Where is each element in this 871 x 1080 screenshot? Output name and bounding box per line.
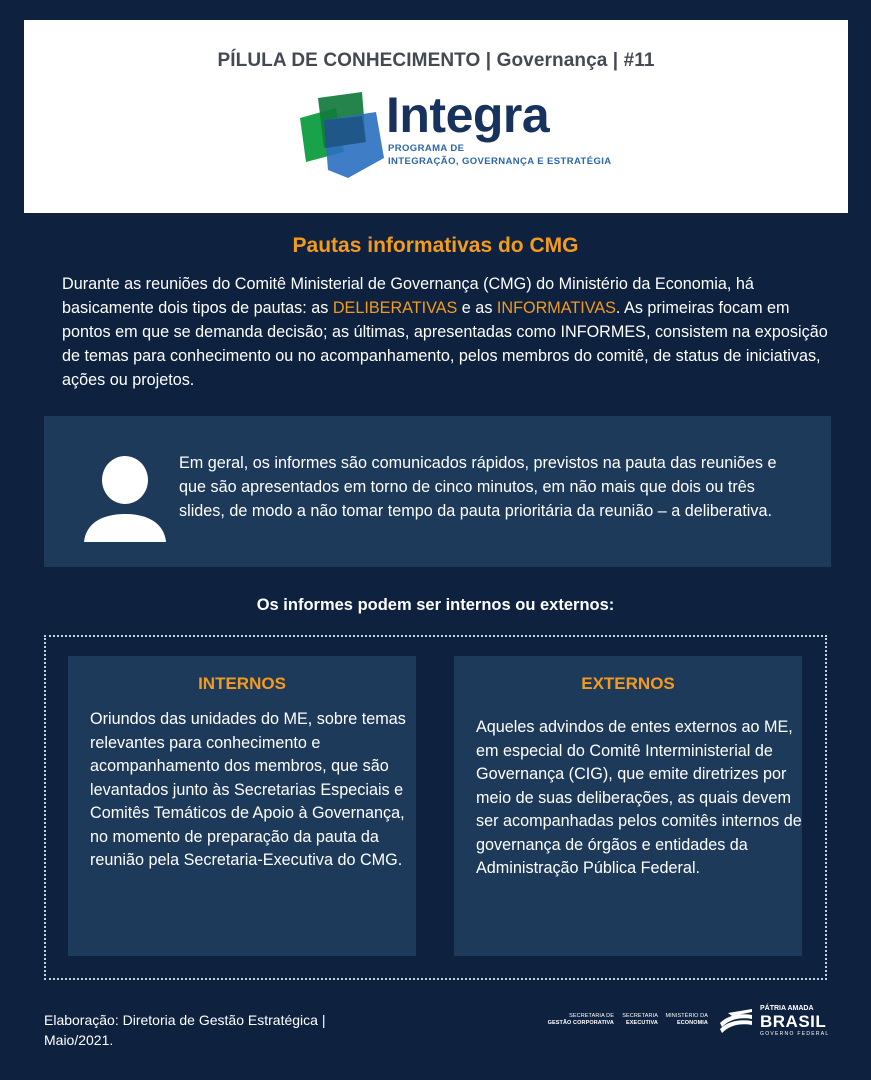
logo-subtitle-line1: PROGRAMA DE — [388, 143, 465, 154]
card-externos-text: Aqueles advindos de entes externos ao ME, em especial do Comitê Interministerial de Governança (CIG), que emite diretrizes por meio de suas deliberações, as quais devem ser acompanhadas pelos comitês internos de governança de órgãos e entidades da Administração Pública Federal. — [476, 718, 802, 877]
card-internos-title: INTERNOS — [198, 674, 286, 693]
intro-text-part1: Durante as reuniões do Comitê Ministerial de Governança (CMG) do Ministério da Economia, há basicamente dois tipos de pautas: as — [62, 275, 754, 317]
brasil-wordmark: BRASIL — [760, 1012, 827, 1031]
informes-subtitle: Os informes podem ser internos ou externos: — [256, 596, 615, 614]
card-internos — [68, 656, 416, 956]
callout-text: Em geral, os informes são comunicados rápidos, previstos na pauta das reuniões e que são apresentados em torno de cinco minutos, em não mais que dois ou três slides, de modo a não tomar tempo da pauta prioritária da reunião – a deliberativa. — [179, 454, 777, 520]
integra-logo-icon — [296, 90, 386, 180]
logo-ministerio-economia — [660, 1013, 708, 1027]
logo-subtitle-line2: INTEGRAÇÃO, GOVERNANÇA E ESTRATÉGIA — [388, 156, 612, 167]
card-internos-text: Oriundos das unidades do ME, sobre temas relevantes para conhecimento e acompanhamento dos membros, que são levantados junto às Secretarias Especiais e Comitês Temáticos de Apoio à Governança, no momento de preparação da pauta da reunião pela Secretaria-Executiva do CMG. — [90, 710, 406, 869]
person-icon — [84, 456, 166, 542]
gov-label-line1: SECRETARIA — [622, 1013, 658, 1019]
gov-label-line1: SECRETARIA DE — [569, 1013, 614, 1019]
gov-label-line2: EXECUTIVA — [626, 1020, 658, 1026]
intro-text-part3: . As primeiras focam em pontos em que se demanda decisão; as últimas, apresentadas como INFORMES, consistem na exposição de temas para conhecimento ou no acompanhamento, pelos membros do comitê, de status de iniciativas, ações ou projetos. — [62, 299, 828, 389]
intro-highlight-deliberativas: DELIBERATIVAS — [332, 299, 458, 317]
government-logos — [540, 1005, 830, 1039]
gov-label-line1: MINISTÉRIO DA — [665, 1013, 708, 1019]
callout-panel — [44, 416, 831, 567]
brasil-top-text: PÁTRIA AMADA — [760, 1005, 814, 1012]
integra-logo — [296, 87, 656, 200]
brasil-subtitle: GOVERNO FEDERAL — [760, 1031, 830, 1037]
gov-label-line2: GESTÃO CORPORATIVA — [547, 1020, 614, 1026]
intro-text-part2: e as — [457, 299, 497, 317]
intro-highlight-informativas: INFORMATIVAS — [496, 299, 616, 317]
card-externos-title: EXTERNOS — [581, 674, 675, 693]
logo-secretaria-gestao-corporativa — [540, 1013, 614, 1027]
intro-paragraph — [62, 272, 837, 392]
logo-subtitle — [388, 142, 612, 168]
logo-wordmark: Integra — [386, 87, 550, 143]
card-externos — [454, 656, 802, 956]
section-title: Pautas informativas do CMG — [292, 234, 579, 257]
brasil-flag-icon — [718, 1007, 754, 1035]
header-title: PÍLULA DE CONHECIMENTO | Governança | #11 — [217, 50, 655, 71]
footer-credit: Elaboração: Diretoria de Gestão Estratégica | Maio/2021. — [44, 1012, 326, 1048]
gov-label-line2: ECONOMIA — [676, 1020, 708, 1026]
logo-secretaria-executiva — [618, 1013, 658, 1027]
header-banner — [24, 20, 848, 213]
